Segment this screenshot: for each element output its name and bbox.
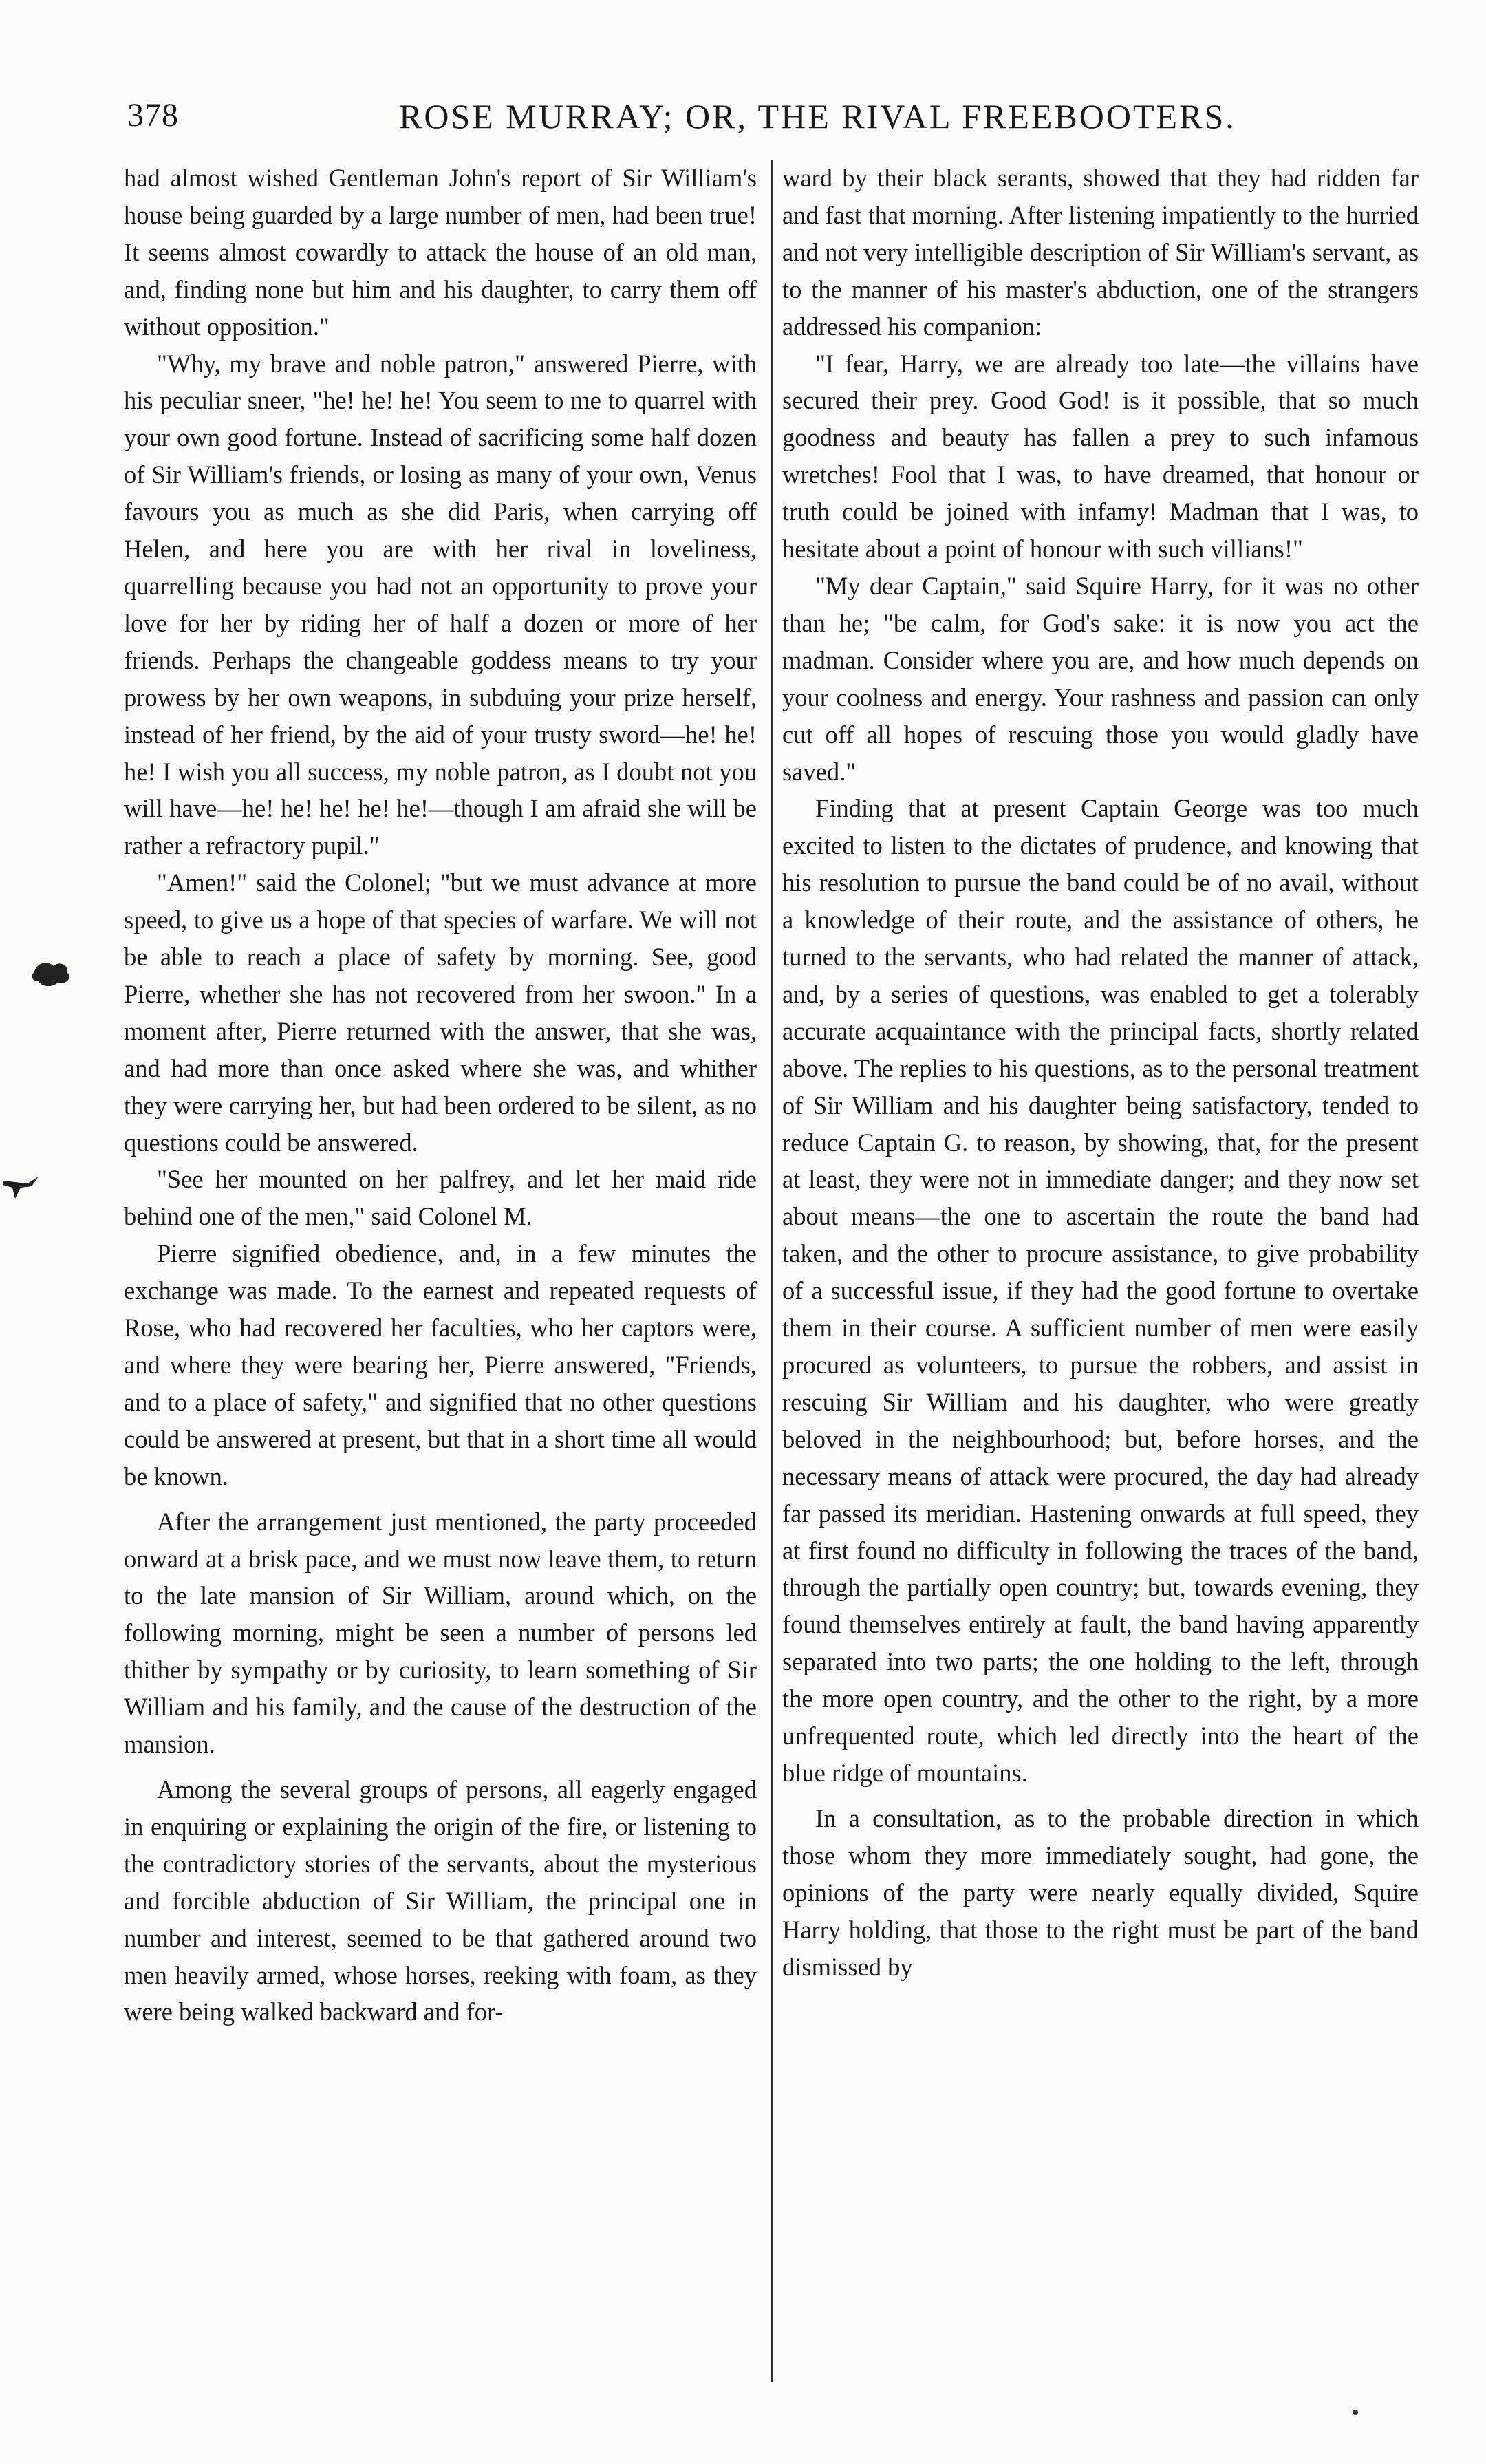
paragraph: Finding that at present Captain George was too much excited to listen to the dictates of prudence, and knowing that his resolution to pursue the band could be of no avail, without a knowledge of their route, and the assistance of others, he turned to the servants, who had related the manner of attack, and, by a series of questions, was enabled to get a tolerably accurate acquaintance with the principal facts, shortly related above. The replies to his questions, as to the personal treatment of Sir William and his daughter being satisfactory, tended to reduce Captain G. to reason, by showing, that, for the present at least, they were not in immediate danger; and they now set about means—the one to ascertain the route the band had taken, and the other to procure assistance, to give probability of a successful issue, if they had the good fortune to overtake them in their course. A sufficient number of men were easily procured as volunteers, to pursue the robbers, and assist in rescuing Sir William and his daughter, who were greatly beloved in the neighbourhood; but, before horses, and the necessary means of attack were procured, the day had already far passed its meridian. Hastening onwards at full speed, they at first found no difficulty in following the traces of the band, through the partially open country; but, towards evening, they found themselves entirely at fault, the band having apparently separated into two parts; the one holding to the left, through the more open country, and the other to the right, by a more unfrequented route, which led directly into the heart of the blue ridge of mountains. [782, 794, 1419, 1787]
margin-mark [0, 1163, 41, 1204]
left-column [124, 160, 757, 2031]
running-title: ROSE MURRAY; OR, THE RIVAL FREEBOOTERS. [399, 97, 1236, 136]
paragraph: Among the several groups of persons, all eagerly engaged in enquiring or explaining the origin of the fire, or listening to the contradictory stories of the servants, about the mysterious and forcible abduction of Sir William, the principal one in number and interest, seemed to be that gathered around two men heavily armed, whose horses, reeking with foam, as they were being walked backward and for- [124, 1775, 757, 2026]
paragraph: had almost wished Gentleman John's report of Sir William's house being guarded by a large number of men, had been true! It seems almost cowardly to attack the house of an old man, and, finding none but him and his daughter, to carry them off without opposition." [124, 164, 757, 341]
paragraph: Pierre signified obedience, and, in a few minutes the exchange was made. To the earnest and repeated requests of Rose, who had recovered her faculties, who her captors were, and where they were bearing her, Pierre answered, "Friends, and to a place of safety," and signified that no other questions could be answered at present, but that in a short time all would be known. [124, 1239, 757, 1490]
paragraph: "Why, my brave and noble patron," answered Pierre, with his peculiar sneer, "he! he! he! You seem to me to quarrel with your own good fortune. Instead of sacrificing some half dozen of Sir William's friends, or losing as many of your own, Venus favours you as much as she did Paris, when carrying off Helen, and here you are with her rival in loveliness, quarrelling because you had not an opportunity to prove your love for her by riding her of half a dozen or more of her friends. Perhaps the changeable goddess means to try your prowess by her own weapons, in subduing your prize herself, instead of her friend, by the aid of your trusty sword—he! he! he! I wish you all success, my noble patron, as I doubt not you will have—he! he! he! he! he!—though I am afraid she will be rather a refractory pupil." [124, 349, 757, 860]
paragraph: ward by their black serants, showed that they had ridden far and fast that morning. After listening impatiently to the hurried and not very intelligible description of Sir William's servant, as to the manner of his master's abduction, one of the strangers addressed his companion: [782, 164, 1419, 341]
paragraph: "My dear Captain," said Squire Harry, for it was no other than he; "be calm, for God's sake: it is now you act the madman. Consider where you are, and how much depends on your coolness and energy. Your rashness and passion can only cut off all hopes of rescuing those you would gladly have saved." [782, 571, 1419, 786]
paragraph: "I fear, Harry, we are already too late—the villains have secured their prey. Good God! is it possible, that so much goodness and beauty has fallen a prey to such infamous wretches! Fool that I was, to have dreamed, that honour or truth could be joined with infamy! Madman that I was, to hesitate about a point of honour with such villians!" [782, 349, 1419, 564]
paragraph: After the arrangement just mentioned, the party proceeded onward at a brisk pace, and we must now leave them, to return to the late mansion of Sir William, around which, on the following morning, might be seen a number of persons led thither by sympathy or by curiosity, to learn something of Sir William and his family, and the cause of the destruction of the mansion. [124, 1507, 757, 1759]
paragraph: "Amen!" said the Colonel; "but we must advance at more speed, to give us a hope of that species of warfare. We will not be able to reach a place of safety by morning. See, good Pierre, whether she has not recovered from her swoon." In a moment after, Pierre returned with the answer, that she was, and had more than once asked where she was, and whither they were carrying her, but had been ordered to be silent, as no questions could be answered. [124, 868, 757, 1157]
page-header [127, 96, 1410, 151]
ink-speck [1353, 2410, 1358, 2415]
ink-blot-mark [28, 956, 76, 991]
paragraph: In a consultation, as to the probable direction in which those whom they more immediately sought, had gone, the opinions of the party were nearly equally divided, Squire Harry holding, that those to the right must be part of the band dismissed by [782, 1803, 1419, 1981]
column-divider [771, 160, 773, 2382]
paragraph: "See her mounted on her palfrey, and let her maid ride behind one of the men," said Colonel M. [124, 1165, 757, 1231]
page-number: 378 [127, 97, 179, 133]
right-column [782, 160, 1419, 1985]
